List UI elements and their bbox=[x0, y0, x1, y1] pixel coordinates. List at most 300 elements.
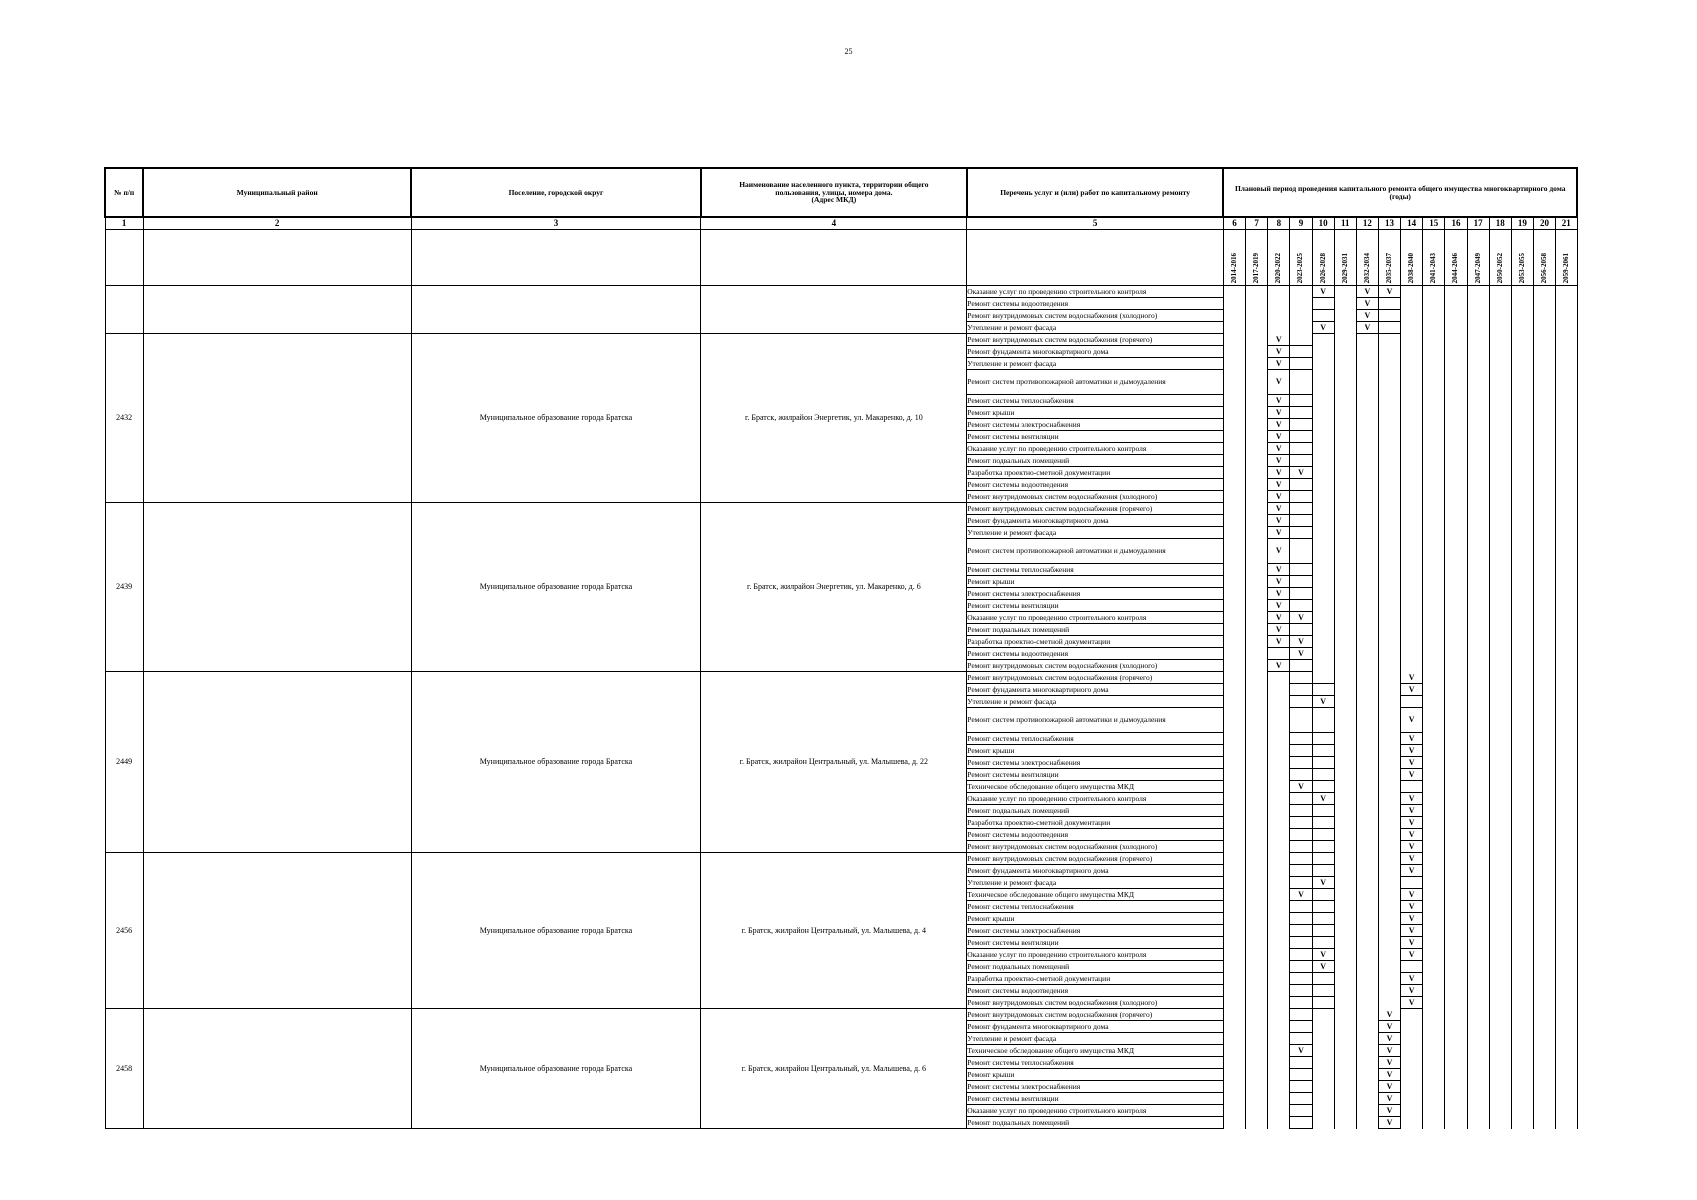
schedule-cell bbox=[1356, 564, 1378, 576]
schedule-cell bbox=[1511, 515, 1533, 527]
schedule-cell bbox=[1268, 1093, 1290, 1105]
schedule-cell bbox=[1423, 672, 1445, 684]
schedule-mark: V bbox=[1268, 334, 1290, 346]
schedule-cell bbox=[1533, 853, 1555, 865]
schedule-cell bbox=[1290, 358, 1312, 370]
schedule-cell bbox=[1312, 370, 1334, 395]
capital-repair-table bbox=[104, 167, 1578, 1129]
schedule-cell bbox=[1445, 684, 1467, 696]
settlement-cell: Муниципальное образование города Братска bbox=[411, 1009, 701, 1129]
schedule-cell bbox=[1246, 395, 1268, 407]
schedule-cell bbox=[1223, 829, 1245, 841]
schedule-cell bbox=[1423, 684, 1445, 696]
schedule-cell bbox=[1290, 1009, 1312, 1021]
schedule-cell bbox=[1246, 877, 1268, 889]
schedule-cell bbox=[1533, 961, 1555, 973]
schedule-cell bbox=[1556, 419, 1577, 431]
work-item: Техническое обследование общего имущества МКД bbox=[967, 889, 1224, 901]
schedule-cell bbox=[1223, 1093, 1245, 1105]
schedule-cell bbox=[1334, 636, 1356, 648]
schedule-cell bbox=[1223, 298, 1245, 310]
schedule-cell bbox=[1467, 829, 1489, 841]
schedule-mark: V bbox=[1268, 358, 1290, 370]
schedule-cell bbox=[1223, 961, 1245, 973]
schedule-cell bbox=[1312, 985, 1334, 997]
work-item: Утепление и ремонт фасада bbox=[967, 527, 1224, 539]
schedule-cell bbox=[1511, 298, 1533, 310]
schedule-cell bbox=[1445, 1105, 1467, 1117]
schedule-cell bbox=[1445, 937, 1467, 949]
schedule-cell bbox=[1423, 757, 1445, 769]
schedule-cell bbox=[1401, 539, 1423, 564]
schedule-cell bbox=[1423, 889, 1445, 901]
schedule-cell bbox=[1489, 395, 1511, 407]
schedule-cell bbox=[1312, 334, 1334, 346]
schedule-cell bbox=[1312, 672, 1334, 684]
period-cell bbox=[1334, 230, 1356, 286]
schedule-cell bbox=[1246, 431, 1268, 443]
schedule-cell bbox=[1334, 648, 1356, 660]
schedule-cell bbox=[1290, 539, 1312, 564]
schedule-cell bbox=[1334, 322, 1356, 334]
schedule-cell bbox=[1334, 672, 1356, 684]
schedule-cell bbox=[1467, 853, 1489, 865]
schedule-cell bbox=[1268, 817, 1290, 829]
schedule-cell bbox=[1423, 961, 1445, 973]
work-item: Ремонт системы вентиляции bbox=[967, 600, 1224, 612]
schedule-cell bbox=[1489, 600, 1511, 612]
row-number: 2456 bbox=[105, 853, 143, 1009]
schedule-cell bbox=[1356, 467, 1378, 479]
schedule-cell bbox=[1467, 370, 1489, 395]
schedule-cell bbox=[1312, 588, 1334, 600]
schedule-cell bbox=[1401, 310, 1423, 322]
schedule-cell bbox=[1556, 624, 1577, 636]
period-spacer bbox=[967, 230, 1224, 286]
schedule-mark: V bbox=[1268, 407, 1290, 419]
schedule-cell bbox=[1445, 624, 1467, 636]
schedule-cell bbox=[1489, 660, 1511, 672]
schedule-cell bbox=[1445, 467, 1467, 479]
schedule-cell bbox=[1268, 322, 1290, 334]
schedule-cell bbox=[1445, 419, 1467, 431]
schedule-cell bbox=[1423, 805, 1445, 817]
schedule-cell bbox=[1312, 346, 1334, 358]
schedule-mark: V bbox=[1378, 1069, 1400, 1081]
header-works: Перечень услуг и (или) работ по капитальному ремонту bbox=[967, 168, 1224, 217]
work-item: Ремонт подвальных помещений bbox=[967, 455, 1224, 467]
schedule-cell bbox=[1268, 1117, 1290, 1129]
schedule-cell bbox=[1246, 757, 1268, 769]
schedule-cell bbox=[1489, 564, 1511, 576]
schedule-cell bbox=[1223, 576, 1245, 588]
schedule-cell bbox=[1312, 527, 1334, 539]
schedule-cell bbox=[1489, 407, 1511, 419]
schedule-cell bbox=[1334, 443, 1356, 455]
schedule-cell bbox=[1533, 443, 1555, 455]
schedule-cell bbox=[1223, 479, 1245, 491]
work-item: Ремонт системы вентиляции bbox=[967, 431, 1224, 443]
schedule-mark: V bbox=[1290, 889, 1312, 901]
schedule-cell bbox=[1290, 1081, 1312, 1093]
schedule-cell bbox=[1489, 648, 1511, 660]
work-item: Техническое обследование общего имущества МКД bbox=[967, 781, 1224, 793]
work-item: Ремонт крыши bbox=[967, 913, 1224, 925]
schedule-cell bbox=[1556, 1069, 1577, 1081]
schedule-cell bbox=[1334, 1117, 1356, 1129]
schedule-cell bbox=[1268, 672, 1290, 684]
schedule-cell bbox=[1290, 443, 1312, 455]
schedule-cell bbox=[1378, 769, 1400, 781]
row-number: 2432 bbox=[105, 334, 143, 503]
schedule-cell bbox=[1445, 395, 1467, 407]
schedule-cell bbox=[1467, 455, 1489, 467]
schedule-cell bbox=[1223, 455, 1245, 467]
schedule-cell bbox=[1356, 1069, 1378, 1081]
schedule-cell bbox=[1533, 539, 1555, 564]
schedule-cell bbox=[1511, 757, 1533, 769]
schedule-cell bbox=[1401, 1009, 1423, 1021]
schedule-cell bbox=[1223, 467, 1245, 479]
work-item: Ремонт фундамента многоквартирного дома bbox=[967, 684, 1224, 696]
schedule-cell bbox=[1467, 769, 1489, 781]
schedule-cell bbox=[1556, 1045, 1577, 1057]
schedule-cell bbox=[1246, 1045, 1268, 1057]
schedule-cell bbox=[1467, 310, 1489, 322]
schedule-cell bbox=[1356, 696, 1378, 708]
period-row bbox=[105, 230, 1577, 286]
schedule-cell bbox=[1290, 745, 1312, 757]
schedule-cell bbox=[1489, 1081, 1511, 1093]
schedule-cell bbox=[1268, 805, 1290, 817]
schedule-cell bbox=[1378, 612, 1400, 624]
schedule-cell bbox=[1268, 745, 1290, 757]
schedule-cell bbox=[1423, 1081, 1445, 1093]
schedule-cell bbox=[1334, 877, 1356, 889]
schedule-cell bbox=[1489, 310, 1511, 322]
schedule-cell bbox=[1511, 455, 1533, 467]
schedule-cell bbox=[1467, 901, 1489, 913]
table-row bbox=[105, 286, 1577, 298]
schedule-cell bbox=[1246, 612, 1268, 624]
schedule-cell bbox=[1378, 781, 1400, 793]
schedule-mark: V bbox=[1401, 733, 1423, 745]
schedule-cell bbox=[1312, 612, 1334, 624]
schedule-cell bbox=[1334, 310, 1356, 322]
schedule-cell bbox=[1268, 757, 1290, 769]
schedule-cell bbox=[1556, 985, 1577, 997]
schedule-cell bbox=[1467, 805, 1489, 817]
schedule-cell bbox=[1223, 781, 1245, 793]
schedule-cell bbox=[1556, 769, 1577, 781]
schedule-cell bbox=[1401, 431, 1423, 443]
schedule-cell bbox=[1356, 479, 1378, 491]
schedule-mark: V bbox=[1378, 1045, 1400, 1057]
work-item: Ремонт системы вентиляции bbox=[967, 769, 1224, 781]
schedule-cell bbox=[1445, 310, 1467, 322]
schedule-cell bbox=[1489, 298, 1511, 310]
schedule-cell bbox=[1223, 684, 1245, 696]
period-cell bbox=[1511, 230, 1533, 286]
schedule-cell bbox=[1223, 696, 1245, 708]
schedule-cell bbox=[1334, 407, 1356, 419]
work-item: Ремонт фундамента многоквартирного дома bbox=[967, 865, 1224, 877]
schedule-cell bbox=[1312, 733, 1334, 745]
schedule-cell bbox=[1401, 1021, 1423, 1033]
schedule-cell bbox=[1489, 1117, 1511, 1129]
schedule-cell bbox=[1423, 985, 1445, 997]
schedule-cell bbox=[1533, 612, 1555, 624]
schedule-cell bbox=[1223, 901, 1245, 913]
schedule-cell bbox=[1445, 757, 1467, 769]
schedule-cell bbox=[1246, 298, 1268, 310]
schedule-mark: V bbox=[1401, 805, 1423, 817]
schedule-cell bbox=[1423, 1033, 1445, 1045]
schedule-cell bbox=[1533, 1117, 1555, 1129]
schedule-cell bbox=[1423, 358, 1445, 370]
work-item: Оказание услуг по проведению строительного контроля bbox=[967, 793, 1224, 805]
schedule-cell bbox=[1445, 877, 1467, 889]
work-item: Ремонт системы теплоснабжения bbox=[967, 901, 1224, 913]
schedule-cell bbox=[1489, 1045, 1511, 1057]
schedule-mark: V bbox=[1268, 455, 1290, 467]
schedule-cell bbox=[1312, 576, 1334, 588]
schedule-cell bbox=[1533, 817, 1555, 829]
schedule-mark: V bbox=[1401, 745, 1423, 757]
schedule-cell bbox=[1378, 853, 1400, 865]
schedule-cell bbox=[1334, 1057, 1356, 1069]
schedule-cell bbox=[1378, 913, 1400, 925]
schedule-cell bbox=[1378, 600, 1400, 612]
schedule-cell bbox=[1312, 503, 1334, 515]
schedule-cell bbox=[1378, 455, 1400, 467]
schedule-cell bbox=[1467, 515, 1489, 527]
schedule-cell bbox=[1246, 684, 1268, 696]
schedule-mark: V bbox=[1312, 793, 1334, 805]
work-item: Ремонт системы водоотведения bbox=[967, 648, 1224, 660]
schedule-cell bbox=[1556, 937, 1577, 949]
schedule-cell bbox=[1246, 889, 1268, 901]
period-label: 2017-2019 bbox=[1252, 252, 1261, 283]
schedule-cell bbox=[1511, 997, 1533, 1009]
schedule-cell bbox=[1423, 624, 1445, 636]
schedule-cell bbox=[1378, 672, 1400, 684]
schedule-cell bbox=[1467, 576, 1489, 588]
address-cell: г. Братск, жилрайон Центральный, ул. Малышева, д. 6 bbox=[701, 1009, 967, 1129]
schedule-mark: V bbox=[1401, 841, 1423, 853]
schedule-cell bbox=[1489, 455, 1511, 467]
schedule-cell bbox=[1223, 672, 1245, 684]
header-settlement: Поселение, городской округ bbox=[411, 168, 701, 217]
work-item: Ремонт системы электроснабжения bbox=[967, 757, 1224, 769]
schedule-cell bbox=[1556, 973, 1577, 985]
work-item: Ремонт системы теплоснабжения bbox=[967, 564, 1224, 576]
schedule-cell bbox=[1378, 793, 1400, 805]
schedule-cell bbox=[1445, 1033, 1467, 1045]
schedule-cell bbox=[1223, 431, 1245, 443]
schedule-mark: V bbox=[1401, 769, 1423, 781]
column-number: 1 bbox=[105, 217, 143, 230]
period-cell bbox=[1533, 230, 1555, 286]
schedule-cell bbox=[1401, 527, 1423, 539]
schedule-mark: V bbox=[1268, 443, 1290, 455]
work-item: Ремонт системы водоотведения bbox=[967, 298, 1224, 310]
schedule-cell bbox=[1445, 696, 1467, 708]
schedule-cell bbox=[1445, 817, 1467, 829]
schedule-cell bbox=[1511, 1093, 1533, 1105]
work-item: Ремонт систем противопожарной автоматики и дымоудаления bbox=[967, 708, 1224, 733]
schedule-cell bbox=[1378, 973, 1400, 985]
schedule-cell bbox=[1312, 1081, 1334, 1093]
schedule-cell bbox=[1312, 901, 1334, 913]
schedule-cell bbox=[1268, 1021, 1290, 1033]
schedule-cell bbox=[1378, 696, 1400, 708]
schedule-cell bbox=[1556, 781, 1577, 793]
schedule-cell bbox=[1223, 636, 1245, 648]
schedule-cell bbox=[1511, 841, 1533, 853]
work-item: Ремонт системы вентиляции bbox=[967, 937, 1224, 949]
schedule-cell bbox=[1401, 370, 1423, 395]
schedule-cell bbox=[1445, 491, 1467, 503]
schedule-cell bbox=[1533, 745, 1555, 757]
schedule-cell bbox=[1290, 1093, 1312, 1105]
schedule-cell bbox=[1533, 973, 1555, 985]
schedule-cell bbox=[1378, 395, 1400, 407]
schedule-cell bbox=[1378, 757, 1400, 769]
schedule-cell bbox=[1556, 443, 1577, 455]
period-spacer bbox=[701, 230, 967, 286]
schedule-cell bbox=[1312, 1105, 1334, 1117]
schedule-cell bbox=[1445, 805, 1467, 817]
schedule-cell bbox=[1467, 913, 1489, 925]
schedule-cell bbox=[1556, 395, 1577, 407]
schedule-cell bbox=[1533, 1009, 1555, 1021]
schedule-cell bbox=[1268, 1081, 1290, 1093]
schedule-cell bbox=[1489, 515, 1511, 527]
schedule-cell bbox=[1467, 1045, 1489, 1057]
schedule-cell bbox=[1378, 985, 1400, 997]
schedule-cell bbox=[1268, 648, 1290, 660]
schedule-cell bbox=[1246, 310, 1268, 322]
schedule-cell bbox=[1489, 841, 1511, 853]
schedule-mark: V bbox=[1401, 997, 1423, 1009]
schedule-cell bbox=[1334, 431, 1356, 443]
schedule-cell bbox=[1378, 865, 1400, 877]
schedule-cell bbox=[1511, 1105, 1533, 1117]
schedule-cell bbox=[1312, 745, 1334, 757]
schedule-cell bbox=[1378, 576, 1400, 588]
schedule-cell bbox=[1334, 564, 1356, 576]
schedule-cell bbox=[1445, 346, 1467, 358]
period-label: 2020-2022 bbox=[1274, 252, 1283, 283]
schedule-cell bbox=[1290, 684, 1312, 696]
schedule-cell bbox=[1312, 913, 1334, 925]
schedule-cell bbox=[1290, 805, 1312, 817]
schedule-cell bbox=[1334, 781, 1356, 793]
schedule-cell bbox=[1356, 853, 1378, 865]
schedule-cell bbox=[1246, 937, 1268, 949]
schedule-mark: V bbox=[1290, 648, 1312, 660]
schedule-cell bbox=[1290, 961, 1312, 973]
schedule-cell bbox=[1401, 576, 1423, 588]
schedule-cell bbox=[1467, 1117, 1489, 1129]
schedule-cell bbox=[1401, 491, 1423, 503]
schedule-cell bbox=[1401, 346, 1423, 358]
schedule-cell bbox=[1423, 817, 1445, 829]
schedule-cell bbox=[1223, 660, 1245, 672]
schedule-cell bbox=[1334, 708, 1356, 733]
schedule-cell bbox=[1268, 841, 1290, 853]
schedule-mark: V bbox=[1401, 853, 1423, 865]
schedule-cell bbox=[1334, 901, 1356, 913]
schedule-cell bbox=[1312, 636, 1334, 648]
schedule-cell bbox=[1401, 961, 1423, 973]
schedule-cell bbox=[1489, 961, 1511, 973]
schedule-cell bbox=[1533, 937, 1555, 949]
schedule-cell bbox=[1312, 600, 1334, 612]
schedule-cell bbox=[1423, 539, 1445, 564]
schedule-cell bbox=[1511, 1009, 1533, 1021]
page-number: 25 bbox=[844, 47, 853, 56]
schedule-mark: V bbox=[1268, 503, 1290, 515]
schedule-mark: V bbox=[1290, 636, 1312, 648]
schedule-cell bbox=[1246, 600, 1268, 612]
schedule-cell bbox=[1533, 1045, 1555, 1057]
schedule-cell bbox=[1356, 781, 1378, 793]
schedule-cell bbox=[1268, 1045, 1290, 1057]
schedule-mark: V bbox=[1401, 973, 1423, 985]
schedule-cell bbox=[1556, 431, 1577, 443]
schedule-cell bbox=[1489, 286, 1511, 298]
schedule-cell bbox=[1401, 781, 1423, 793]
schedule-cell bbox=[1511, 805, 1533, 817]
schedule-cell bbox=[1423, 346, 1445, 358]
schedule-mark: V bbox=[1312, 877, 1334, 889]
schedule-cell bbox=[1445, 515, 1467, 527]
schedule-cell bbox=[1401, 1105, 1423, 1117]
schedule-cell bbox=[1312, 925, 1334, 937]
schedule-cell bbox=[1423, 853, 1445, 865]
schedule-cell bbox=[1268, 769, 1290, 781]
schedule-cell bbox=[1223, 539, 1245, 564]
schedule-cell bbox=[1489, 853, 1511, 865]
schedule-cell bbox=[1556, 805, 1577, 817]
schedule-cell bbox=[1312, 997, 1334, 1009]
schedule-cell bbox=[1401, 1093, 1423, 1105]
schedule-mark: V bbox=[1290, 1045, 1312, 1057]
schedule-cell bbox=[1556, 949, 1577, 961]
period-cell bbox=[1246, 230, 1268, 286]
schedule-cell bbox=[1334, 1069, 1356, 1081]
schedule-cell bbox=[1246, 334, 1268, 346]
settlement-cell: Муниципальное образование города Братска bbox=[411, 672, 701, 853]
schedule-cell bbox=[1556, 503, 1577, 515]
schedule-mark: V bbox=[1268, 660, 1290, 672]
schedule-cell bbox=[1423, 1009, 1445, 1021]
schedule-cell bbox=[1334, 467, 1356, 479]
schedule-cell bbox=[1246, 1021, 1268, 1033]
period-label: 2044-2046 bbox=[1451, 252, 1460, 283]
schedule-cell bbox=[1533, 829, 1555, 841]
schedule-cell bbox=[1445, 925, 1467, 937]
schedule-cell bbox=[1378, 636, 1400, 648]
schedule-cell bbox=[1246, 346, 1268, 358]
schedule-cell bbox=[1223, 769, 1245, 781]
schedule-cell bbox=[1467, 925, 1489, 937]
schedule-cell bbox=[1356, 1033, 1378, 1045]
schedule-cell bbox=[1533, 479, 1555, 491]
header-address-line3: (Адрес МКД) bbox=[811, 195, 857, 205]
